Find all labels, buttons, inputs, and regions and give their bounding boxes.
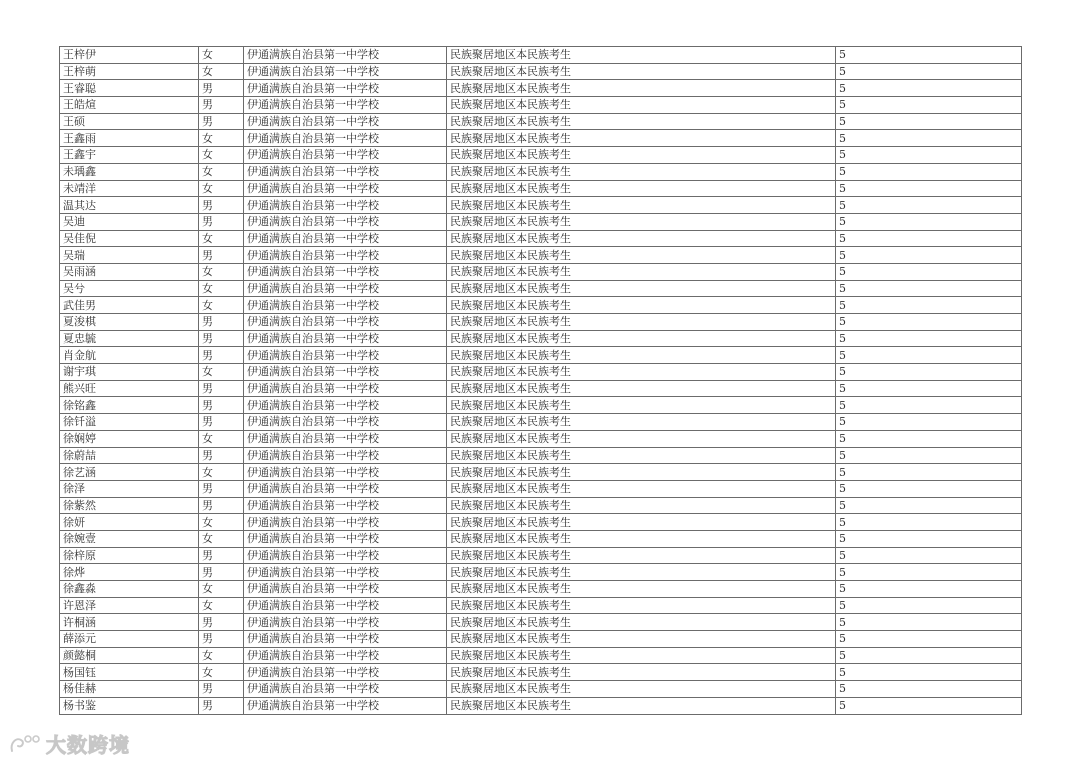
exam-category-cell: 民族聚居地区本民族考生 <box>447 80 836 97</box>
score-cell: 5 <box>836 414 1022 431</box>
score-cell: 5 <box>836 480 1022 497</box>
table-row <box>60 163 1022 180</box>
score-cell: 5 <box>836 514 1022 531</box>
school-cell: 伊通满族自治县第一中学校 <box>244 213 447 230</box>
exam-category-cell: 民族聚居地区本民族考生 <box>447 414 836 431</box>
score-cell: 5 <box>836 263 1022 280</box>
exam-category-cell: 民族聚居地区本民族考生 <box>447 197 836 214</box>
gender-cell: 女 <box>199 47 244 64</box>
student-name-cell: 徐烨 <box>60 564 199 581</box>
exam-category-cell: 民族聚居地区本民族考生 <box>447 514 836 531</box>
student-name-cell: 温其达 <box>60 197 199 214</box>
score-cell: 5 <box>836 247 1022 264</box>
exam-category-cell: 民族聚居地区本民族考生 <box>447 263 836 280</box>
gender-cell: 女 <box>199 163 244 180</box>
table-row <box>60 430 1022 447</box>
student-name-cell: 徐妍 <box>60 514 199 531</box>
exam-category-cell: 民族聚居地区本民族考生 <box>447 597 836 614</box>
school-cell: 伊通满族自治县第一中学校 <box>244 664 447 681</box>
score-cell: 5 <box>836 47 1022 64</box>
exam-category-cell: 民族聚居地区本民族考生 <box>447 614 836 631</box>
school-cell: 伊通满族自治县第一中学校 <box>244 197 447 214</box>
exam-category-cell: 民族聚居地区本民族考生 <box>447 63 836 80</box>
student-name-cell: 王鑫雨 <box>60 130 199 147</box>
score-cell: 5 <box>836 230 1022 247</box>
gender-cell: 女 <box>199 230 244 247</box>
score-cell: 5 <box>836 497 1022 514</box>
gender-cell: 女 <box>199 280 244 297</box>
table-row <box>60 497 1022 514</box>
score-cell: 5 <box>836 163 1022 180</box>
student-name-cell: 王皓煊 <box>60 97 199 114</box>
score-cell: 5 <box>836 364 1022 381</box>
student-name-cell: 熊兴旺 <box>60 380 199 397</box>
gender-cell: 男 <box>199 480 244 497</box>
table-row <box>60 130 1022 147</box>
school-cell: 伊通满族自治县第一中学校 <box>244 414 447 431</box>
exam-category-cell: 民族聚居地区本民族考生 <box>447 280 836 297</box>
student-name-cell: 杨佳赫 <box>60 681 199 698</box>
school-cell: 伊通满族自治县第一中学校 <box>244 147 447 164</box>
score-cell: 5 <box>836 197 1022 214</box>
gender-cell: 女 <box>199 464 244 481</box>
gender-cell: 女 <box>199 263 244 280</box>
score-cell: 5 <box>836 297 1022 314</box>
gender-cell: 女 <box>199 130 244 147</box>
student-name-cell: 夏忠毓 <box>60 330 199 347</box>
student-name-cell: 徐泽 <box>60 480 199 497</box>
school-cell: 伊通满族自治县第一中学校 <box>244 330 447 347</box>
score-cell: 5 <box>836 614 1022 631</box>
table-row <box>60 380 1022 397</box>
exam-category-cell: 民族聚居地区本民族考生 <box>447 397 836 414</box>
gender-cell: 男 <box>199 414 244 431</box>
table-row <box>60 464 1022 481</box>
score-cell: 5 <box>836 80 1022 97</box>
student-name-cell: 王睿聪 <box>60 80 199 97</box>
score-cell: 5 <box>836 447 1022 464</box>
school-cell: 伊通满族自治县第一中学校 <box>244 631 447 648</box>
school-cell: 伊通满族自治县第一中学校 <box>244 697 447 714</box>
gender-cell: 女 <box>199 581 244 598</box>
exam-category-cell: 民族聚居地区本民族考生 <box>447 430 836 447</box>
student-name-cell: 徐梓原 <box>60 547 199 564</box>
student-name-cell: 吴瑞 <box>60 247 199 264</box>
gender-cell: 女 <box>199 147 244 164</box>
student-name-cell: 许桐涵 <box>60 614 199 631</box>
exam-category-cell: 民族聚居地区本民族考生 <box>447 564 836 581</box>
gender-cell: 女 <box>199 364 244 381</box>
table-row <box>60 297 1022 314</box>
score-cell: 5 <box>836 180 1022 197</box>
logo-swirl-icon <box>8 731 42 755</box>
score-cell: 5 <box>836 130 1022 147</box>
exam-category-cell: 民族聚居地区本民族考生 <box>447 230 836 247</box>
gender-cell: 男 <box>199 197 244 214</box>
school-cell: 伊通满族自治县第一中学校 <box>244 480 447 497</box>
table-row <box>60 213 1022 230</box>
school-cell: 伊通满族自治县第一中学校 <box>244 63 447 80</box>
exam-category-cell: 民族聚居地区本民族考生 <box>447 247 836 264</box>
table-row <box>60 113 1022 130</box>
score-cell: 5 <box>836 280 1022 297</box>
school-cell: 伊通满族自治县第一中学校 <box>244 280 447 297</box>
table-row <box>60 681 1022 698</box>
gender-cell: 女 <box>199 297 244 314</box>
table-row <box>60 364 1022 381</box>
gender-cell: 男 <box>199 631 244 648</box>
score-cell: 5 <box>836 697 1022 714</box>
gender-cell: 男 <box>199 247 244 264</box>
student-name-cell: 未靖洋 <box>60 180 199 197</box>
gender-cell: 男 <box>199 213 244 230</box>
table-row <box>60 97 1022 114</box>
school-cell: 伊通满族自治县第一中学校 <box>244 597 447 614</box>
table-row <box>60 280 1022 297</box>
school-cell: 伊通满族自治县第一中学校 <box>244 514 447 531</box>
student-name-cell: 徐铭鑫 <box>60 397 199 414</box>
exam-category-cell: 民族聚居地区本民族考生 <box>447 47 836 64</box>
student-name-cell: 未瑀鑫 <box>60 163 199 180</box>
exam-category-cell: 民族聚居地区本民族考生 <box>447 147 836 164</box>
score-cell: 5 <box>836 430 1022 447</box>
table-row <box>60 314 1022 331</box>
school-cell: 伊通满族自治县第一中学校 <box>244 80 447 97</box>
table-row <box>60 614 1022 631</box>
student-name-cell: 吴佳倪 <box>60 230 199 247</box>
student-name-cell: 徐艺涵 <box>60 464 199 481</box>
score-cell: 5 <box>836 147 1022 164</box>
exam-category-cell: 民族聚居地区本民族考生 <box>447 664 836 681</box>
exam-category-cell: 民族聚居地区本民族考生 <box>447 380 836 397</box>
student-name-cell: 颜懿桐 <box>60 647 199 664</box>
table-row <box>60 347 1022 364</box>
school-cell: 伊通满族自治县第一中学校 <box>244 464 447 481</box>
school-cell: 伊通满族自治县第一中学校 <box>244 614 447 631</box>
school-cell: 伊通满族自治县第一中学校 <box>244 581 447 598</box>
student-name-cell: 徐婉壹 <box>60 530 199 547</box>
gender-cell: 女 <box>199 514 244 531</box>
school-cell: 伊通满族自治县第一中学校 <box>244 163 447 180</box>
gender-cell: 男 <box>199 380 244 397</box>
table-row <box>60 447 1022 464</box>
exam-category-cell: 民族聚居地区本民族考生 <box>447 681 836 698</box>
table-row <box>60 397 1022 414</box>
school-cell: 伊通满族自治县第一中学校 <box>244 130 447 147</box>
student-name-cell: 王梓伊 <box>60 47 199 64</box>
exam-category-cell: 民族聚居地区本民族考生 <box>447 497 836 514</box>
exam-category-cell: 民族聚居地区本民族考生 <box>447 330 836 347</box>
school-cell: 伊通满族自治县第一中学校 <box>244 97 447 114</box>
student-name-cell: 薛添元 <box>60 631 199 648</box>
exam-category-cell: 民族聚居地区本民族考生 <box>447 314 836 331</box>
gender-cell: 男 <box>199 113 244 130</box>
table-row <box>60 80 1022 97</box>
school-cell: 伊通满族自治县第一中学校 <box>244 430 447 447</box>
school-cell: 伊通满族自治县第一中学校 <box>244 447 447 464</box>
watermark <box>8 729 130 757</box>
exam-category-cell: 民族聚居地区本民族考生 <box>447 297 836 314</box>
gender-cell: 男 <box>199 347 244 364</box>
table-row <box>60 180 1022 197</box>
student-name-cell: 徐钎溢 <box>60 414 199 431</box>
score-cell: 5 <box>836 330 1022 347</box>
school-cell: 伊通满族自治县第一中学校 <box>244 47 447 64</box>
student-name-cell: 王硕 <box>60 113 199 130</box>
school-cell: 伊通满族自治县第一中学校 <box>244 364 447 381</box>
table-row <box>60 247 1022 264</box>
student-name-cell: 吴兮 <box>60 280 199 297</box>
exam-category-cell: 民族聚居地区本民族考生 <box>447 631 836 648</box>
student-name-cell: 谢宇琪 <box>60 364 199 381</box>
table-row <box>60 647 1022 664</box>
score-cell: 5 <box>836 397 1022 414</box>
gender-cell: 男 <box>199 697 244 714</box>
school-cell: 伊通满族自治县第一中学校 <box>244 347 447 364</box>
exam-category-cell: 民族聚居地区本民族考生 <box>447 97 836 114</box>
score-cell: 5 <box>836 464 1022 481</box>
exam-category-cell: 民族聚居地区本民族考生 <box>447 464 836 481</box>
school-cell: 伊通满族自治县第一中学校 <box>244 247 447 264</box>
score-cell: 5 <box>836 581 1022 598</box>
exam-category-cell: 民族聚居地区本民族考生 <box>447 130 836 147</box>
exam-category-cell: 民族聚居地区本民族考生 <box>447 530 836 547</box>
score-cell: 5 <box>836 631 1022 648</box>
school-cell: 伊通满族自治县第一中学校 <box>244 113 447 130</box>
exam-category-cell: 民族聚居地区本民族考生 <box>447 163 836 180</box>
student-name-cell: 夏浚棋 <box>60 314 199 331</box>
school-cell: 伊通满族自治县第一中学校 <box>244 497 447 514</box>
table-row <box>60 63 1022 80</box>
gender-cell: 男 <box>199 97 244 114</box>
table-row <box>60 480 1022 497</box>
student-name-cell: 许恩泽 <box>60 597 199 614</box>
table-row <box>60 514 1022 531</box>
exam-category-cell: 民族聚居地区本民族考生 <box>447 581 836 598</box>
table-row <box>60 230 1022 247</box>
student-name-cell: 武佳男 <box>60 297 199 314</box>
score-cell: 5 <box>836 380 1022 397</box>
score-cell: 5 <box>836 564 1022 581</box>
exam-category-cell: 民族聚居地区本民族考生 <box>447 113 836 130</box>
table-row <box>60 330 1022 347</box>
table-row <box>60 414 1022 431</box>
student-name-cell: 吴雨涵 <box>60 263 199 280</box>
gender-cell: 女 <box>199 63 244 80</box>
school-cell: 伊通满族自治县第一中学校 <box>244 263 447 280</box>
student-name-cell: 肖金航 <box>60 347 199 364</box>
score-cell: 5 <box>836 97 1022 114</box>
gender-cell: 男 <box>199 497 244 514</box>
gender-cell: 女 <box>199 647 244 664</box>
exam-category-cell: 民族聚居地区本民族考生 <box>447 697 836 714</box>
gender-cell: 男 <box>199 447 244 464</box>
table-row <box>60 147 1022 164</box>
student-name-cell: 杨书鉴 <box>60 697 199 714</box>
score-cell: 5 <box>836 647 1022 664</box>
student-name-cell: 杨国钰 <box>60 664 199 681</box>
school-cell: 伊通满族自治县第一中学校 <box>244 180 447 197</box>
table-row <box>60 564 1022 581</box>
score-cell: 5 <box>836 664 1022 681</box>
school-cell: 伊通满族自治县第一中学校 <box>244 681 447 698</box>
gender-cell: 女 <box>199 664 244 681</box>
table-row <box>60 597 1022 614</box>
school-cell: 伊通满族自治县第一中学校 <box>244 397 447 414</box>
student-name-cell: 王梓萌 <box>60 63 199 80</box>
table-row <box>60 631 1022 648</box>
exam-category-cell: 民族聚居地区本民族考生 <box>447 447 836 464</box>
score-cell: 5 <box>836 347 1022 364</box>
score-cell: 5 <box>836 113 1022 130</box>
score-cell: 5 <box>836 213 1022 230</box>
school-cell: 伊通满族自治县第一中学校 <box>244 380 447 397</box>
school-cell: 伊通满族自治县第一中学校 <box>244 230 447 247</box>
score-cell: 5 <box>836 63 1022 80</box>
student-name-cell: 徐鑫淼 <box>60 581 199 598</box>
score-cell: 5 <box>836 681 1022 698</box>
school-cell: 伊通满族自治县第一中学校 <box>244 564 447 581</box>
table-row <box>60 47 1022 64</box>
exam-category-cell: 民族聚居地区本民族考生 <box>447 347 836 364</box>
roster-body <box>60 47 1022 715</box>
school-cell: 伊通满族自治县第一中学校 <box>244 314 447 331</box>
gender-cell: 男 <box>199 547 244 564</box>
gender-cell: 女 <box>199 430 244 447</box>
gender-cell: 女 <box>199 180 244 197</box>
school-cell: 伊通满族自治县第一中学校 <box>244 530 447 547</box>
watermark-text: 大数跨境 <box>46 732 130 757</box>
table-row <box>60 263 1022 280</box>
score-cell: 5 <box>836 547 1022 564</box>
gender-cell: 男 <box>199 314 244 331</box>
table-row <box>60 581 1022 598</box>
gender-cell: 男 <box>199 564 244 581</box>
exam-category-cell: 民族聚居地区本民族考生 <box>447 180 836 197</box>
gender-cell: 男 <box>199 681 244 698</box>
school-cell: 伊通满族自治县第一中学校 <box>244 647 447 664</box>
score-cell: 5 <box>836 597 1022 614</box>
score-cell: 5 <box>836 314 1022 331</box>
gender-cell: 女 <box>199 597 244 614</box>
gender-cell: 男 <box>199 397 244 414</box>
school-cell: 伊通满族自治县第一中学校 <box>244 297 447 314</box>
gender-cell: 男 <box>199 80 244 97</box>
table-row <box>60 197 1022 214</box>
school-cell: 伊通满族自治县第一中学校 <box>244 547 447 564</box>
gender-cell: 男 <box>199 330 244 347</box>
student-name-cell: 徐蔚喆 <box>60 447 199 464</box>
student-name-cell: 王鑫宇 <box>60 147 199 164</box>
exam-category-cell: 民族聚居地区本民族考生 <box>447 480 836 497</box>
gender-cell: 女 <box>199 530 244 547</box>
student-name-cell: 徐紫然 <box>60 497 199 514</box>
student-name-cell: 吴迪 <box>60 213 199 230</box>
score-cell: 5 <box>836 530 1022 547</box>
table-row <box>60 664 1022 681</box>
table-row <box>60 697 1022 714</box>
table-row <box>60 530 1022 547</box>
exam-category-cell: 民族聚居地区本民族考生 <box>447 547 836 564</box>
student-roster-table <box>59 46 1022 715</box>
exam-category-cell: 民族聚居地区本民族考生 <box>447 364 836 381</box>
table-row <box>60 547 1022 564</box>
exam-category-cell: 民族聚居地区本民族考生 <box>447 647 836 664</box>
gender-cell: 男 <box>199 614 244 631</box>
exam-category-cell: 民族聚居地区本民族考生 <box>447 213 836 230</box>
student-name-cell: 徐娴婷 <box>60 430 199 447</box>
